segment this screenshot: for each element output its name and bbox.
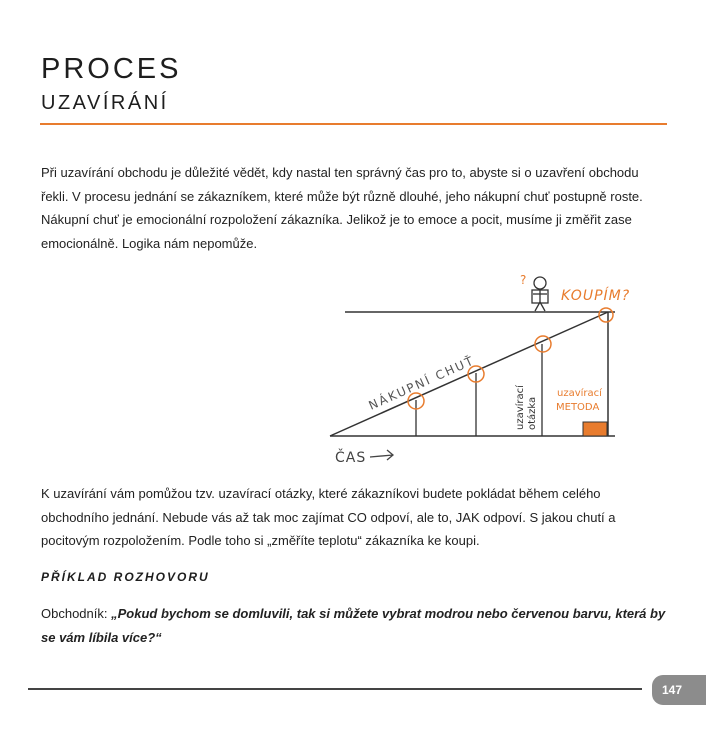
question-label-line1: uzavírací — [515, 385, 526, 430]
example-heading: PŘÍKLAD ROZHOVORU — [41, 570, 210, 584]
intro-paragraph: Při uzavírání obchodu je důležité vědět, kdy nastal ten správný čas pro to, abyste si o uzavření obchodu řekli. V procesu jednání se zákazníkem, které může být různě dlouhé, jeho nákupní chuť postupně roste. Nákupní chuť je emocionální rozpoložení zákazníka. Jelikož je to emoce a pocit, musíme ji změřit zase emocionálně. Logika nám nepomůže. — [41, 165, 643, 251]
curve-label: NÁKUPNÍ CHUŤ — [366, 353, 477, 413]
dialogue-quote: „Pokud bychom se domluvili, tak si můžete vybrat modrou nebo červenou barvu, která by se vám líbila více?“ — [41, 606, 666, 645]
footer-divider — [28, 688, 642, 690]
method-label-line2: METODA — [556, 402, 600, 413]
method-label-line1: uzavírací — [557, 388, 602, 399]
example-dialogue — [41, 602, 666, 649]
time-label: ČAS — [335, 450, 367, 466]
figure-question-mark: ? — [520, 273, 527, 287]
page-title: PROCES — [41, 53, 182, 85]
desire-curve — [330, 312, 608, 436]
closing-process-illustration — [325, 270, 655, 470]
page-subtitle: UZAVÍRÁNÍ — [41, 92, 169, 114]
closing-method-box — [583, 422, 607, 436]
second-paragraph: K uzavírání vám pomůžou tzv. uzavírací otázky, které zákazníkovi budete pokládat během celého obchodního jednání. Nebude vás až tak moc zajímat CO odpoví, ale to, JAK odpoví. S jakou chutí a pocitovým rozpoložením. Podle toho si „změříte teplotu“ zákazníka ke koupi. — [41, 486, 616, 548]
time-arrow — [370, 450, 393, 460]
page-number-badge — [652, 675, 706, 705]
customer-figure — [532, 277, 548, 311]
buy-label: KOUPÍM? — [561, 288, 631, 304]
header-divider — [40, 123, 667, 125]
speaker-label: Obchodník: — [41, 606, 112, 621]
question-label-line2: otázka — [527, 396, 538, 430]
page-number: 147 — [662, 683, 683, 697]
